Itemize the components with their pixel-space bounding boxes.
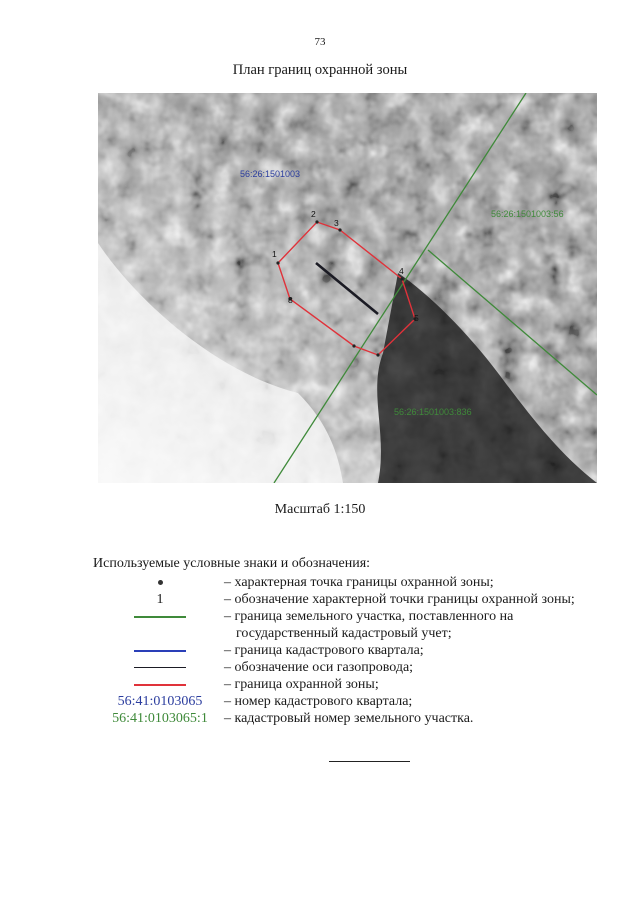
legend-row-quarter-number (98, 693, 628, 710)
legend-symbol-line (98, 676, 222, 693)
legend-row-point-number (98, 591, 628, 608)
page-number: 73 (314, 36, 326, 48)
legend-symbol-label: 56:41:0103065:1 (112, 711, 208, 726)
legend-symbol-line (98, 608, 222, 625)
boundary-point-1 (276, 261, 279, 264)
point-label-1: 1 (272, 249, 277, 259)
legend-text: – граница охранной зоны; (224, 677, 379, 692)
point-label-4: 4 (399, 266, 404, 276)
quarter-number-label: 56:26:1501003 (240, 169, 301, 179)
legend-symbol-line (98, 659, 222, 676)
document-title: План границ охранной зоны (232, 62, 408, 78)
blue-line-icon (134, 650, 186, 652)
legend-symbol-dot (98, 574, 222, 591)
legend-text-continuation: государственный кадастровый учет; (236, 626, 452, 641)
legend-symbol-text (98, 710, 222, 727)
boundary-point-4 (400, 277, 403, 280)
legend-row-gas-axis (98, 659, 628, 676)
legend-text: – номер кадастрового квартала; (224, 694, 413, 709)
legend-symbol-text (98, 591, 222, 608)
map-drawing (98, 93, 597, 483)
parcel-number-label-bottom: 56:26:1501003:836 (394, 407, 472, 417)
legend-row-protection-zone (98, 676, 628, 693)
point-label-3: 3 (334, 218, 339, 228)
end-divider (329, 761, 410, 762)
legend-row-parcel-number (98, 710, 628, 727)
green-line-icon (134, 616, 186, 618)
legend-text: – обозначение характерной точки границы охранной зоны; (224, 592, 575, 607)
point-label-5: 5 (414, 313, 419, 323)
legend-symbol-text (98, 693, 222, 710)
legend-text: – характерная точка границы охранной зоны; (224, 575, 494, 590)
legend-text: – граница земельного участка, поставленного на (224, 609, 514, 624)
legend-symbol-label: 56:41:0103065 (117, 694, 203, 709)
point-dot-icon (158, 580, 163, 585)
legend-text: – граница кадастрового квартала; (224, 643, 424, 658)
boundary-point-3 (338, 228, 341, 231)
red-line-icon (134, 684, 186, 686)
scale-caption: Масштаб 1:150 (274, 502, 366, 517)
legend-title: Используемые условные знаки и обозначения: (93, 556, 371, 571)
parcel-number-label-top: 56:26:1501003:56 (491, 209, 564, 219)
point-label-2: 2 (311, 209, 316, 219)
point-label-8: 8 (288, 295, 293, 305)
black-line-icon (134, 667, 186, 668)
legend-symbol-line (98, 642, 222, 659)
legend-text: – обозначение оси газопровода; (224, 660, 414, 675)
legend-text: – кадастровый номер земельного участка. (224, 711, 474, 726)
legend-symbol-label: 1 (156, 592, 164, 607)
boundary-point-2 (315, 220, 318, 223)
legend-row-quarter-boundary (98, 642, 628, 659)
legend-row-parcel-boundary (98, 608, 628, 641)
boundary-plan-map (98, 93, 597, 483)
legend-row-point (98, 574, 628, 591)
boundary-point-7 (352, 344, 355, 347)
boundary-point-6 (376, 353, 379, 356)
